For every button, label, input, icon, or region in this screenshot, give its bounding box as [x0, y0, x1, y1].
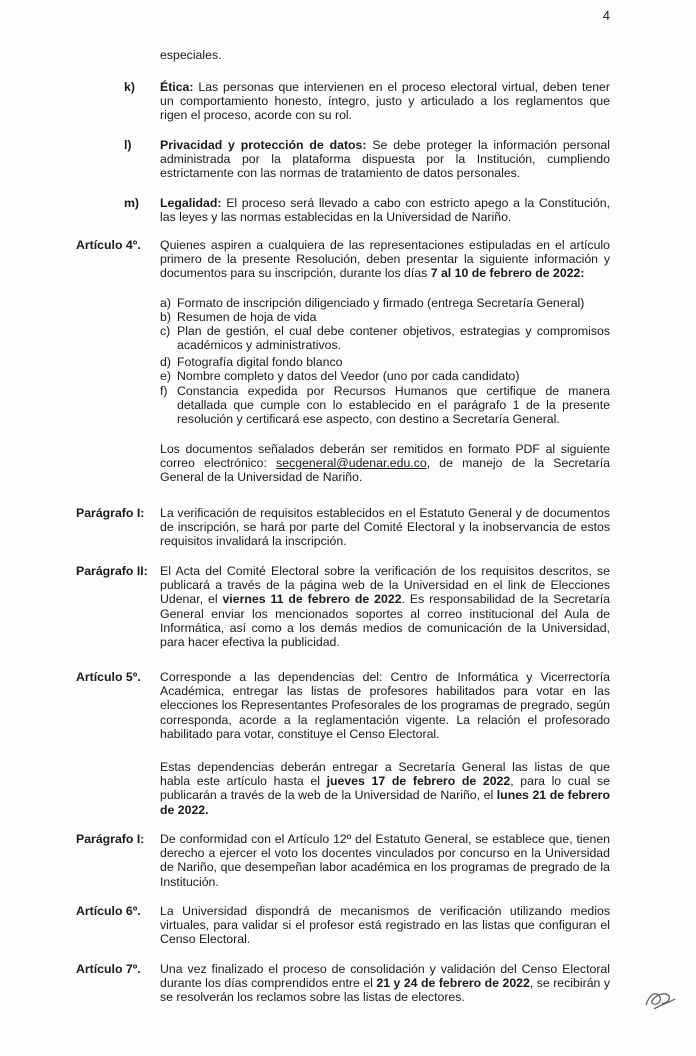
item-l-letter: l): [124, 138, 132, 152]
art7-label: Artículo 7º.: [76, 962, 141, 976]
item-m-text: Legalidad: El proceso será llevado a cabo con estricto apego a la Constitución, las leyes y las normas establecidas en la Universidad de Nariño.: [160, 196, 610, 225]
email-link[interactable]: secgeneral@udenar.edu.co: [276, 456, 427, 471]
art6-text: La Universidad dispondrá de mecanismos de verificación utilizando medios virtuales, para validar si el profesor está registrado en las listas que configuran el Censo Electoral.: [160, 904, 610, 947]
art5-label: Artículo 5º.: [76, 670, 141, 684]
par3-text: De conformidad con el Artículo 12º del Estatuto General, se establece que, tienen derecho a ejercer el voto los docentes vinculados por concurso en la Universidad de Nariño, que desempeñan labor académica en los programas de pregrado de la Institución.: [160, 832, 610, 889]
par1-text: La verificación de requisitos establecidos en el Estatuto General y de documentos de inscripción, se hará por parte del Comité Electoral y la inobservancia de estos requisitos invalidará la inscripción.: [160, 506, 610, 549]
art4-intro: Quienes aspiren a cualquiera de las representaciones estipuladas en el artículo primero de la presente Resolución, deben presentar la siguiente información y documentos para su inscripción, durante los días 7 al 10 de febrero de 2022:: [160, 238, 610, 281]
top-fragment: especiales.: [160, 48, 222, 62]
par2-text: El Acta del Comité Electoral sobre la verificación de los requisitos descritos, se publicará a través de la página web de la Universidad en el link de Elecciones Udenar, el viernes 11 de febrero de 2022. Es responsabilidad de la Secretaría General enviar los mencionados soportes al correo institucional del Aula de Informática, así como a los demás medios de comunicación de la Universidad, para hacer efectiva la publicidad.: [160, 564, 610, 650]
par2-label: Parágrafo II:: [76, 564, 148, 578]
art7-text: Una vez finalizado el proceso de consolidación y validación del Censo Electoral durante los días comprendidos entre el 21 y 24 de febrero de 2022, se recibirán y se resolverán los reclamos sobre las listas de electores.: [160, 962, 610, 1005]
item-m-letter: m): [124, 196, 140, 210]
art4-label: Artículo 4º.: [76, 238, 141, 252]
item-k-letter: k): [124, 80, 135, 94]
page-number: 4: [602, 8, 610, 23]
signature-mark: [642, 985, 678, 1013]
item-k-text: Ética: Las personas que intervienen en el proceso electoral virtual, deben tener un comportamiento honesto, íntegro, justo y articulado a los reglamentos que rigen el proceso, acorde con su rol.: [160, 80, 610, 123]
item-l-text: Privacidad y protección de datos: Se debe proteger la información personal administrada por la plataforma dispuesta por la Institución, cumpliendo estrictamente con las normas de tratamiento de datos personales.: [160, 138, 610, 181]
par3-label: Parágrafo I:: [76, 832, 145, 846]
par1-label: Parágrafo I:: [76, 506, 145, 520]
art6-label: Artículo 6º.: [76, 904, 141, 918]
art5-p2: Estas dependencias deberán entregar a Secretaría General las listas de que habla este artículo hasta el jueves 17 de febrero de 2022, para lo cual se publicarán a través de la web de la Universidad de Nariño, el lunes 21 de febrero de 2022.: [160, 760, 610, 817]
art4-docs: Los documentos señalados deberán ser remitidos en formato PDF al siguiente correo electrónico: secgeneral@udenar.edu.co, de manejo de la Secretaría General de la Universidad de Nariño.: [160, 442, 610, 485]
art5-text: Corresponde a las dependencias del: Centro de Informática y Vicerrectoría Académica, entregar las listas de profesores habilitados para votar en las elecciones los Representantes Profesorales de los programas de pregrado, según corresponda, acorde a la reglamentación vigente. La relación el profesorado habilitado para votar, constituye el Censo Electoral.: [160, 670, 610, 741]
